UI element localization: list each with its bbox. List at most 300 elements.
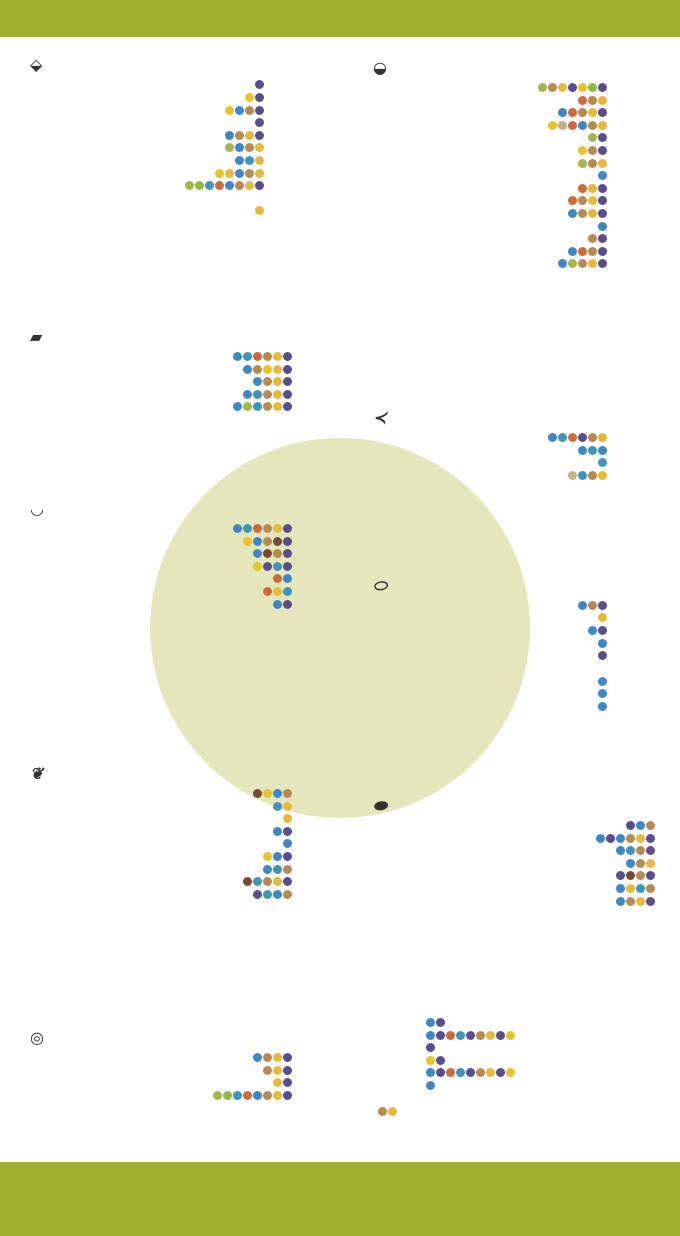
allergen-lacteos-icon	[283, 1066, 292, 1075]
item-main-line	[367, 132, 677, 145]
allergen-lacteos-icon	[598, 234, 607, 243]
item-main-line	[24, 561, 334, 574]
allergen-huevos-icon	[273, 365, 282, 374]
allergen-icons	[232, 402, 292, 412]
allergen-apio-icon	[588, 83, 597, 92]
allergen-gluten-icon	[283, 789, 292, 798]
menu-item	[367, 688, 677, 701]
allergen-icons	[242, 537, 292, 547]
allergen-huevos-icon	[273, 402, 282, 411]
allergen-soja-icon	[213, 1091, 222, 1100]
allergen-crustaceos-icon	[273, 574, 282, 583]
allergen-icons	[252, 377, 292, 387]
allergen-apio-icon	[223, 1091, 232, 1100]
allergen-pescado-icon	[253, 402, 262, 411]
allergen-lacteos-icon	[283, 352, 292, 361]
allergen-lacteos-icon	[496, 1068, 505, 1077]
allergen-huevos-icon	[245, 181, 254, 190]
sauce-item	[373, 1018, 677, 1031]
section-header	[24, 1024, 334, 1052]
menu-item	[367, 845, 677, 858]
subheader-row	[24, 79, 334, 92]
allergen-icons	[557, 259, 607, 269]
allergen-lacteos-icon	[496, 1031, 505, 1040]
allergen-sulfitos-icon	[578, 446, 587, 455]
service-row	[367, 1107, 677, 1120]
item-main-line	[24, 573, 334, 586]
fish-icon: ≺	[373, 407, 387, 427]
section-header	[367, 792, 677, 820]
allergen-sulfitos-icon	[588, 626, 597, 635]
allergen-sulfitos-icon	[235, 169, 244, 178]
allergen-soja-icon	[538, 83, 547, 92]
menu-item	[367, 246, 677, 259]
allergen-lacteos-icon	[436, 1068, 445, 1077]
menu-item	[24, 813, 334, 826]
allergen-gluten-icon	[476, 1068, 485, 1077]
allergen-huevos-icon	[273, 1066, 282, 1075]
allergen-crustaceos-icon	[578, 96, 587, 105]
allergen-huevos-icon	[283, 814, 292, 823]
allergen-mostaza-icon	[243, 537, 252, 546]
section-salsas	[367, 990, 677, 1093]
allergen-pescado-icon	[283, 587, 292, 596]
item-main-line	[24, 193, 334, 206]
section-pescado	[367, 404, 677, 495]
allergen-crustaceos-icon	[215, 181, 224, 190]
menu-item	[367, 858, 677, 871]
allergen-huevos-icon	[245, 131, 254, 140]
allergen-apio-icon	[195, 181, 204, 190]
allergen-sulfitos-icon	[548, 433, 557, 442]
section-especialidades	[367, 54, 677, 271]
allergen-lacteos-icon	[283, 877, 292, 886]
item-main-line	[367, 208, 677, 221]
allergen-huevos-icon	[273, 390, 282, 399]
allergen-sulfitos-icon	[233, 524, 242, 533]
allergen-icons	[224, 106, 264, 116]
allergen-lacteos-icon	[255, 106, 264, 115]
allergen-icons	[262, 852, 292, 862]
menu-item	[367, 470, 677, 483]
allergen-huevos-icon	[588, 196, 597, 205]
item-main-line	[24, 376, 334, 389]
allergen-lacteos-icon	[255, 93, 264, 102]
item-main-line	[367, 482, 677, 495]
item-main-line	[24, 1090, 334, 1103]
allergen-huevos-icon	[646, 859, 655, 868]
allergen-icons	[272, 827, 292, 837]
menu-item	[367, 457, 677, 470]
allergen-icons	[615, 846, 655, 856]
allergen-gluten-icon	[588, 433, 597, 442]
allergen-sulfitos-icon	[263, 865, 272, 874]
allergen-gluten-icon	[548, 83, 557, 92]
allergen-pescado-icon	[253, 390, 262, 399]
allergen-icons	[425, 1018, 445, 1029]
menu-item	[24, 168, 334, 181]
allergen-icons	[577, 601, 607, 611]
allergen-huevos-icon	[598, 121, 607, 130]
allergen-huevos-icon	[273, 587, 282, 596]
allergen-icons	[242, 365, 292, 375]
allergen-huevos-icon	[255, 206, 264, 215]
allergen-icons	[577, 159, 607, 169]
item-main-line	[24, 168, 334, 181]
item-main-line	[367, 107, 677, 120]
item-main-line	[24, 599, 334, 612]
allergen-gluten-icon	[263, 537, 272, 546]
allergen-icons	[597, 689, 607, 699]
allergen-lacteos-icon	[466, 1068, 475, 1077]
menu-item	[24, 92, 334, 105]
allergen-icons	[547, 121, 607, 131]
allergen-sulfitos-icon	[253, 537, 262, 546]
allergen-icons	[597, 222, 607, 232]
allergen-sulfitos-icon	[273, 600, 282, 609]
section-header	[24, 323, 334, 351]
allergen-lacteos-icon	[598, 83, 607, 92]
item-main-line	[367, 883, 677, 896]
menu-item	[24, 117, 334, 130]
section-pastel-salado	[24, 323, 334, 414]
allergen-huevos-icon	[273, 352, 282, 361]
allergen-pescado-icon	[456, 1068, 465, 1077]
allergen-lacteos-icon	[436, 1031, 445, 1040]
allergen-lacteos-icon	[598, 196, 607, 205]
allergen-icons	[425, 1056, 445, 1067]
allergen-huevos-icon	[598, 159, 607, 168]
allergen-sulfitos-icon	[253, 1091, 262, 1100]
allergen-sulfitos-icon	[233, 352, 242, 361]
allergen-gluten-icon	[235, 181, 244, 190]
menu-item	[24, 838, 334, 851]
allergen-mostaza-icon	[225, 106, 234, 115]
item-list	[24, 1052, 334, 1102]
menu-item	[367, 833, 677, 846]
menu-item	[24, 523, 334, 536]
allergen-huevos-icon	[588, 209, 597, 218]
allergen-icons	[272, 1078, 292, 1088]
allergen-soja-icon	[225, 143, 234, 152]
allergen-icons	[625, 859, 655, 869]
allergen-lacteos-icon	[616, 871, 625, 880]
menu-item	[24, 573, 334, 586]
item-main-line	[24, 813, 334, 826]
menu-item	[24, 548, 334, 561]
allergen-lacteos-icon	[283, 827, 292, 836]
item-main-line	[367, 638, 677, 651]
menu-item	[367, 613, 677, 626]
allergen-icons	[597, 651, 607, 661]
allergen-sulfitos-icon	[225, 131, 234, 140]
allergen-lacteos-icon	[255, 181, 264, 190]
allergen-gluten-icon	[263, 402, 272, 411]
allergen-lacteos-icon	[646, 871, 655, 880]
allergen-sulfitos-icon	[598, 446, 607, 455]
allergen-icons	[244, 93, 264, 103]
item-main-line	[367, 221, 677, 234]
item-main-line	[367, 432, 677, 445]
allergen-crustaceos-icon	[446, 1068, 455, 1077]
allergen-gluten-icon	[588, 96, 597, 105]
allergen-lacteos-icon	[283, 852, 292, 861]
allergen-icons	[597, 639, 607, 649]
allergen-pescado-icon	[245, 156, 254, 165]
menu-item	[367, 482, 677, 495]
allergen-huevos-icon	[255, 169, 264, 178]
allergen-icons	[615, 897, 655, 907]
allergen-pescado-icon	[456, 1031, 465, 1040]
allergen-sulfitos-icon	[225, 181, 234, 190]
menu-item	[367, 145, 677, 158]
allergen-gluten-icon	[263, 390, 272, 399]
allergen-icons	[252, 789, 292, 799]
menu-item	[24, 389, 334, 402]
allergen-pescado-icon	[588, 446, 597, 455]
allergen-pescado-icon	[273, 865, 282, 874]
allergen-sulfitos-icon	[598, 171, 607, 180]
menu-item	[24, 788, 334, 801]
item-main-line	[367, 820, 677, 833]
allergen-mostaza-icon	[215, 169, 224, 178]
menu-item	[367, 107, 677, 120]
allergen-gluten-icon	[646, 884, 655, 893]
item-main-line	[367, 833, 677, 846]
allergen-sulfitos-icon	[598, 222, 607, 231]
allergen-gluten-icon	[378, 1107, 387, 1116]
allergen-gluten-icon	[245, 169, 254, 178]
allergen-sulfitos-icon	[426, 1031, 435, 1040]
item-list	[24, 351, 334, 414]
allergen-sulfitos-icon	[598, 689, 607, 698]
allergen-pescado-icon	[243, 524, 252, 533]
allergen-icons	[615, 871, 655, 881]
item-main-line	[367, 600, 677, 613]
allergen-icons	[597, 458, 607, 468]
item-main-line	[367, 457, 677, 470]
allergen-sulfitos-icon	[616, 884, 625, 893]
menu-item	[367, 158, 677, 171]
allergen-icons	[234, 156, 264, 166]
allergen-huevos-icon	[486, 1068, 495, 1077]
allergen-mostaza-icon	[548, 121, 557, 130]
allergen-lacteos-icon	[598, 184, 607, 193]
allergen-sulfitos-icon	[283, 839, 292, 848]
section-header	[367, 404, 677, 432]
menu-item	[367, 208, 677, 221]
item-main-line	[24, 851, 334, 864]
allergen-huevos-icon	[598, 96, 607, 105]
allergen-lacteos-icon	[466, 1031, 475, 1040]
allergen-gluten-icon	[245, 106, 254, 115]
menu-item	[24, 586, 334, 599]
allergen-gluten-icon	[578, 209, 587, 218]
menu-item	[367, 883, 677, 896]
allergen-huevos-icon	[486, 1031, 495, 1040]
allergen-lacteos-icon	[426, 1043, 435, 1052]
menu-item	[367, 445, 677, 458]
item-list	[367, 432, 677, 495]
allergen-sulfitos-icon	[626, 859, 635, 868]
allergen-huevos-icon	[273, 1053, 282, 1062]
allergen-pescado-icon	[273, 802, 282, 811]
menu-item	[24, 351, 334, 364]
menu-item	[24, 130, 334, 143]
allergen-sulfitos-icon	[253, 1053, 262, 1062]
allergen-gluten-icon	[588, 121, 597, 130]
section-header	[367, 54, 677, 82]
item-main-line	[24, 523, 334, 536]
sauce-item	[373, 1068, 677, 1081]
allergen-huevos-icon	[255, 143, 264, 152]
allergen-gluten-icon	[626, 897, 635, 906]
allergen-gluten-icon	[578, 259, 587, 268]
menu-item	[367, 195, 677, 208]
baguette-icon: ⬬	[373, 795, 387, 815]
allergen-gluten-icon	[476, 1031, 485, 1040]
allergen-gluten-icon	[263, 352, 272, 361]
section-para-empezar	[24, 51, 334, 218]
allergen-huevos-icon	[588, 184, 597, 193]
menu-item	[24, 1052, 334, 1065]
item-main-line	[367, 676, 677, 689]
allergen-lacteos-icon	[606, 834, 615, 843]
item-list	[24, 523, 334, 611]
sauce-item	[373, 1043, 677, 1056]
allergen-huevos-icon	[588, 259, 597, 268]
allergen-soja-icon	[568, 259, 577, 268]
top-bar	[0, 0, 680, 37]
allergen-mostaza-icon	[426, 1056, 435, 1065]
allergen-icons	[577, 146, 607, 156]
allergen-huevos-icon	[636, 897, 645, 906]
allergen-mostaza-icon	[506, 1031, 515, 1040]
item-main-line	[24, 586, 334, 599]
allergen-icons	[272, 802, 292, 812]
allergen-gluten-icon	[578, 196, 587, 205]
item-main-line	[367, 246, 677, 259]
item-main-line	[367, 82, 677, 95]
item-main-line	[24, 826, 334, 839]
allergen-gluten-icon	[283, 890, 292, 899]
allergen-gluten-icon	[588, 247, 597, 256]
allergen-gluten-icon	[263, 524, 272, 533]
allergen-lacteos-icon	[626, 821, 635, 830]
allergen-icons	[377, 1107, 397, 1118]
allergen-lacteos-icon	[598, 651, 607, 660]
allergen-gluten-icon	[588, 159, 597, 168]
allergen-sulfitos-icon	[568, 209, 577, 218]
allergen-gluten-icon	[283, 865, 292, 874]
allergen-sulfitos-icon	[598, 639, 607, 648]
allergen-icons	[252, 890, 292, 900]
item-main-line	[24, 205, 334, 218]
allergen-icons	[212, 1091, 292, 1101]
allergen-sulfitos-icon	[578, 601, 587, 610]
allergen-frutos_secos-icon	[263, 549, 272, 558]
allergen-crustaceos-icon	[568, 433, 577, 442]
menu-item	[24, 851, 334, 864]
menu-item	[367, 625, 677, 638]
menu-item	[367, 432, 677, 445]
allergen-sulfitos-icon	[253, 377, 262, 386]
menu-item	[24, 142, 334, 155]
allergen-lacteos-icon	[646, 846, 655, 855]
section-header	[24, 495, 334, 523]
item-main-line	[367, 870, 677, 883]
allergen-gluten-icon	[588, 471, 597, 480]
menu-item	[367, 132, 677, 145]
allergen-frutos_secos-icon	[626, 871, 635, 880]
section-header	[367, 990, 677, 1018]
menu-item	[24, 155, 334, 168]
allergen-icons	[262, 587, 292, 597]
allergen-lacteos-icon	[283, 377, 292, 386]
allergen-sulfitos-icon	[558, 259, 567, 268]
section-header	[24, 51, 334, 79]
allergen-lacteos-icon	[598, 146, 607, 155]
allergen-gluten-icon	[263, 1091, 272, 1100]
item-main-line	[24, 155, 334, 168]
allergen-lacteos-icon	[578, 433, 587, 442]
cheese-icon: ⬙	[30, 54, 43, 74]
item-main-line	[367, 663, 677, 676]
allergen-soja-icon	[185, 181, 194, 190]
menu-item	[24, 561, 334, 574]
allergen-soja-icon	[588, 133, 597, 142]
allergen-icons	[425, 1081, 435, 1092]
allergen-frutos_secos-icon	[253, 789, 262, 798]
allergen-huevos-icon	[388, 1107, 397, 1116]
allergen-crustaceos-icon	[578, 184, 587, 193]
allergen-crustaceos-icon	[243, 1091, 252, 1100]
menu-item	[367, 638, 677, 651]
allergen-sulfitos-icon	[426, 1068, 435, 1077]
service-line	[367, 1107, 677, 1120]
allergen-sulfitos-icon	[568, 247, 577, 256]
allergen-sulfitos-icon	[616, 834, 625, 843]
allergen-icons	[262, 865, 292, 875]
item-list	[367, 600, 677, 713]
menu-item	[24, 826, 334, 839]
allergen-lacteos-icon	[598, 247, 607, 256]
allergen-huevos-icon	[598, 471, 607, 480]
allergen-sulfitos-icon	[616, 897, 625, 906]
allergen-gluten-icon	[588, 234, 597, 243]
item-main-line	[24, 801, 334, 814]
item-main-line	[24, 1052, 334, 1065]
shrimp-icon: ❦	[30, 763, 44, 783]
allergen-lacteos-icon	[263, 562, 272, 571]
allergen-gluten-icon	[588, 601, 597, 610]
menu-item	[367, 870, 677, 883]
allergen-gluten-icon	[273, 549, 282, 558]
allergen-icons	[232, 352, 292, 362]
allergen-icons	[252, 549, 292, 559]
menu-item	[24, 1065, 334, 1078]
allergen-lacteos-icon	[598, 601, 607, 610]
allergen-icons	[282, 839, 292, 849]
allergen-sulfitos-icon	[598, 702, 607, 711]
item-main-line	[24, 864, 334, 877]
allergen-lacteos-icon	[283, 365, 292, 374]
allergen-pescado-icon	[558, 433, 567, 442]
item-main-line	[24, 105, 334, 118]
salad-bowl-icon: ◡	[30, 498, 44, 518]
item-main-line	[24, 876, 334, 889]
allergen-lacteos-icon	[598, 626, 607, 635]
